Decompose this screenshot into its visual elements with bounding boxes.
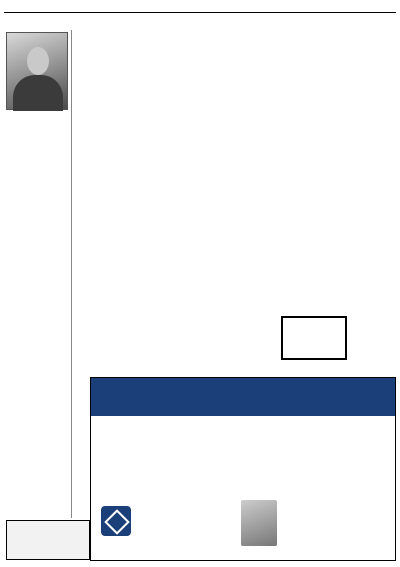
agent-photo bbox=[241, 500, 277, 546]
insurance-banner bbox=[91, 378, 395, 416]
obituary2-body bbox=[6, 378, 68, 516]
cornerstone-mark-icon bbox=[101, 506, 131, 536]
advertise-body bbox=[7, 523, 89, 525]
cornerstone-logo bbox=[101, 502, 221, 550]
obituary-body bbox=[6, 140, 68, 366]
column-rule bbox=[71, 30, 72, 518]
page-header bbox=[4, 2, 396, 13]
kg-story-body bbox=[311, 118, 395, 314]
lakeside-insurance-ad bbox=[90, 377, 396, 561]
advertise-here-ad bbox=[6, 520, 90, 560]
obituary-photo bbox=[6, 32, 68, 110]
photo-face bbox=[27, 47, 49, 75]
pork-dinner-ad bbox=[281, 316, 347, 360]
jda-story-body bbox=[92, 163, 292, 255]
photo-shoulders bbox=[13, 75, 63, 111]
truck-story-body bbox=[92, 274, 292, 360]
